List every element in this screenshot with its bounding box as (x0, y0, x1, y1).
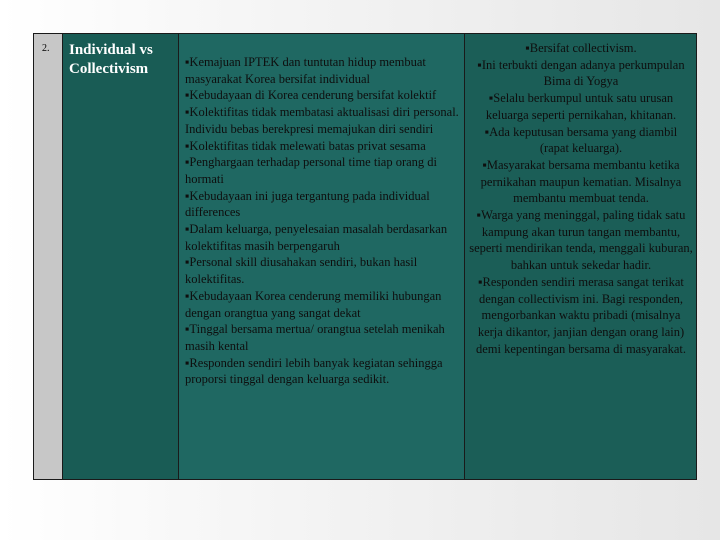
list-item: ▪Masyarakat bersama membantu ketika pernikahan maupun kematian. Misalnya membantu membuat tenda. (480, 157, 682, 206)
list-item: ▪Ada keputusan bersama yang diambil (rapat keluarga). (484, 124, 678, 156)
list-item: ▪Penghargaan terhadap personal time tiap orang di hormati (185, 155, 438, 186)
list-item: ▪Dalam keluarga, penyelesaian masalah berdasarkan kolektifitas masih berpengaruh (185, 222, 448, 253)
list-item: ▪Personal skill diusahakan sendiri, bukan hasil kolektifitas. (185, 255, 418, 287)
topic-cell (63, 34, 179, 479)
list-item: ▪Kemajuan IPTEK dan tuntutan hidup membuat masyarakat Korea bersifat individual (185, 55, 426, 86)
row-number-cell (34, 34, 63, 479)
list-item: ▪Kebudayaan ini juga tergantung pada individual differences (185, 188, 430, 220)
list-item: ▪Kolektifitas tidak melewati batas privat sesama (185, 138, 426, 153)
list-item: ▪Tinggal bersama mertua/ orangtua setelah menikah masih kental (185, 322, 445, 353)
comparison-table (33, 33, 697, 480)
list-item: ▪Responden sendiri lebih banyak kegiatan sehingga proporsi tinggal dengan keluarga sedikit. (185, 355, 443, 387)
list-item: ▪Ini terbukti dengan adanya perkumpulan Bima di Yogya (477, 57, 685, 89)
collectivism-list (465, 34, 696, 357)
collectivism-cell (465, 34, 696, 479)
individual-cell (179, 34, 465, 479)
row-number: 2. (42, 43, 50, 54)
list-item: ▪Kebudayaan Korea cenderung memiliki hubungan dengan orangtua yang sangat dekat (185, 288, 442, 320)
list-item: ▪Responden sendiri merasa sangat terikat dengan collectivism ini. Bagi responden, mengorbankan waktu pribadi (misalnya kerja dikantor, janjian dengan orang lain) demi kepentingan bersama di masyarakat. (476, 274, 686, 356)
list-item: ▪Kolektifitas tidak membatasi aktualisasi diri personal. Individu bebas berekpresi memajukan diri sendiri (185, 105, 459, 136)
list-item: ▪Warga yang meninggal, paling tidak satu kampung akan turun tangan membantu, seperti mendirikan tenda, menggali kuburan, bahkan untuk sekedar hadir. (469, 208, 693, 273)
list-item: ▪Bersifat collectivism. (525, 41, 637, 55)
list-item: ▪Selalu berkumpul untuk satu urusan keluarga seperti pernikahan, khitanan. (485, 91, 677, 122)
individual-list (179, 34, 464, 388)
topic-title: Individual vs Collectivism (69, 42, 153, 77)
list-item: ▪Kebudayaan di Korea cenderung bersifat kolektif (185, 88, 437, 103)
